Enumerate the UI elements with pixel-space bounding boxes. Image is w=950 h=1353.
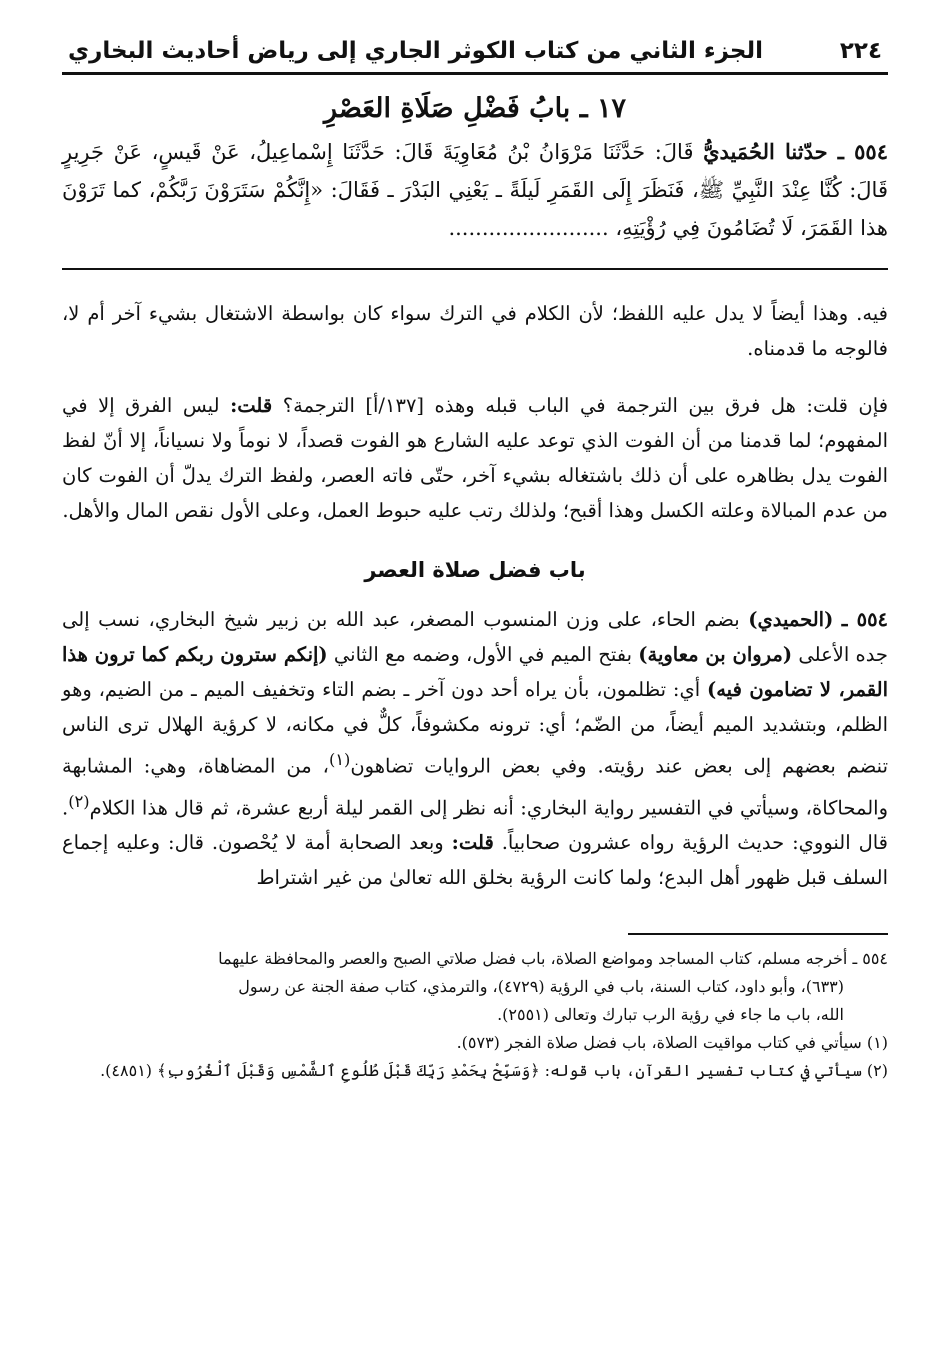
footnote-separator <box>628 933 888 935</box>
hadith-number-narrator: ٥٥٤ ـ حدّثنا الحُمَيديُّ <box>703 139 888 164</box>
text-segment: وبعد الصحابة أمة لا يُحْصون. قال: وعليه إجماع السلف قبل ظهور أهل البدع؛ ولما كانت الرؤية بخلق الله تعالىٰ من غير اشتراط <box>62 831 888 889</box>
section-subheading: باب فضل صلاة العصر <box>364 558 586 582</box>
hadith-text <box>62 133 888 247</box>
footnote-554-text: (٦٣٣)، وأبو داود، كتاب السنة، باب في الرؤية (٤٧٢٩)، والترمذي، كتاب صفة الجنة عن رسول <box>238 977 844 996</box>
page-number: ٢٢٤ <box>839 38 882 64</box>
commentary-paragraph-3 <box>62 602 888 895</box>
text-segment: . قال النووي: حديث الرؤية رواه عشرون صحابياً. <box>62 796 888 854</box>
footnote-2: (٢) سيأتي في كتاب تفسير القرآن، باب قوله: ﴿وَسَبِّحْ بِحَمْدِ رَبِّكَ قَبْلَ طُلُوعِ ٱلشَّمْسِ وَقَبْلَ ٱلْغُرُوبِ﴾ (٤٨٥١). <box>100 1061 888 1080</box>
footnote-ref-1: (١) <box>328 750 351 769</box>
hadith-separator <box>62 268 888 270</box>
text-segment: بفتح الميم في الأول، وضمه مع الثاني <box>333 643 633 666</box>
footnote-554-line-2 <box>62 973 888 1001</box>
book-title: الجزء الثاني من كتاب الكوثر الجاري إلى رياض أحاديث البخاري <box>68 38 764 64</box>
text-segment: ، من المضاهاة، وهي: المشابهة والمحاكاة، وسيأتي في التفسير رواية البخاري: أنه نظر إلى القمر ليلة أربع عشرة، ثم قال هذا الكلام <box>62 754 888 819</box>
commentary-paragraph-2 <box>62 388 888 528</box>
text-segment: بضم الحاء، على وزن المنسوب المصغر، عبد الله بن زبير شيخ البخاري، نسب إلى جده الأعلى <box>62 608 888 666</box>
commentary-paragraph-1: فيه. وهذا أيضاً لا يدل عليه اللفظ؛ لأن الكلام في الترك سواء كان بواسطة الاشتغال بشيء آخر أم لا، فالوجه ما قدمناه. <box>62 302 888 360</box>
footnote-ref-2: (٢) <box>68 791 90 811</box>
qult-label: قلت: <box>451 831 494 854</box>
bold-term-humaydi: (الحميدي) <box>748 608 834 631</box>
hadith-ref-number: ٥٥٤ ـ <box>841 608 889 631</box>
text-segment: أي: تظلمون، بأن يراه أحد دون آخر ـ بضم التاء وتخفيف الميم ـ من الضيم، وهو الظلم، وبتشديد الميم أيضاً، من الضّم؛ أي: ترونه مكشوفاً، كلٌّ في مكانه، لا كرؤية الهلال ترى الناس تنضم بعضهم إلى بعض عند رؤيته. وفي بعض الروايات تضاهون <box>62 678 888 778</box>
bold-term-hadith-quote: (إنكم سترون ربكم كما ترون هذا القمر، لا تضامون فيه) <box>62 643 888 701</box>
book-page <box>62 38 888 1353</box>
chapter-title: ١٧ ـ بابُ فَضْلِ صَلَاةِ العَصْرِ <box>323 93 627 124</box>
running-header <box>62 38 888 75</box>
footnote-1: (١) سيأتي في كتاب مواقيت الصلاة، باب فضل صلاة الفجر (٥٧٣). <box>456 1033 888 1052</box>
answer-text: ليس الفرق إلا في المفهوم؛ لما قدمنا من أن الفوت الذي توعد عليه الشارع هو الفوت قصداً، لا نوماً ولا نسياناً، إلا أنّ لفظ الفوت يدل بظاهره على أن ذلك باشتغاله بشيء آخر، حتّى فاته العصر، ولفظ الترك يدلّ أن الفوت كان من عدم المبالاة وعلته الكسل وهذا أقبح؛ ولذلك رتب عليه حبوط العمل، وعلى الأول نقص المال والأهل. <box>62 394 888 522</box>
hadith-body: قَالَ: حَدَّثَنَا مَرْوَانُ بْنُ مُعَاوِيَةَ قَالَ: حَدَّثَنَا إِسْماعِيلُ، عَنْ قَيسٍ، عَنْ جَرِيرٍ قَالَ: كُنَّا عِنْدَ النَّبِيِّ ﷺ، فَنَظَرَ إِلَى القَمَرِ لَيلَةً ـ يَعْنِي البَدْرَ ـ فَقَالَ: «إِنَّكُمْ سَتَرَوْنَ رَبَّكُمْ، كما تَرَوْنَ هذا القَمَرَ، لَا تُضَامُونَ فِي رُؤْيَتِهِ، ........................ <box>62 140 888 240</box>
footnote-554-line-1: ٥٥٤ ـ أخرجه مسلم، كتاب المساجد ومواضع الصلاة، باب فضل صلاتي الصبح والعصر والمحافظة عليهما <box>218 949 888 968</box>
question-text: فإن قلت: هل فرق بين الترجمة في الباب قبله وهذه [١٣٧/أ] الترجمة؟ <box>282 394 889 417</box>
footnote-554-line-3 <box>62 1001 888 1029</box>
bold-term-marwan: (مروان بن معاوية) <box>638 643 793 666</box>
footnote-554-text: الله، باب ما جاء في رؤية الرب تبارك وتعالى (٢٥٥١). <box>497 1005 844 1024</box>
qult-label: قلت: <box>230 394 273 417</box>
